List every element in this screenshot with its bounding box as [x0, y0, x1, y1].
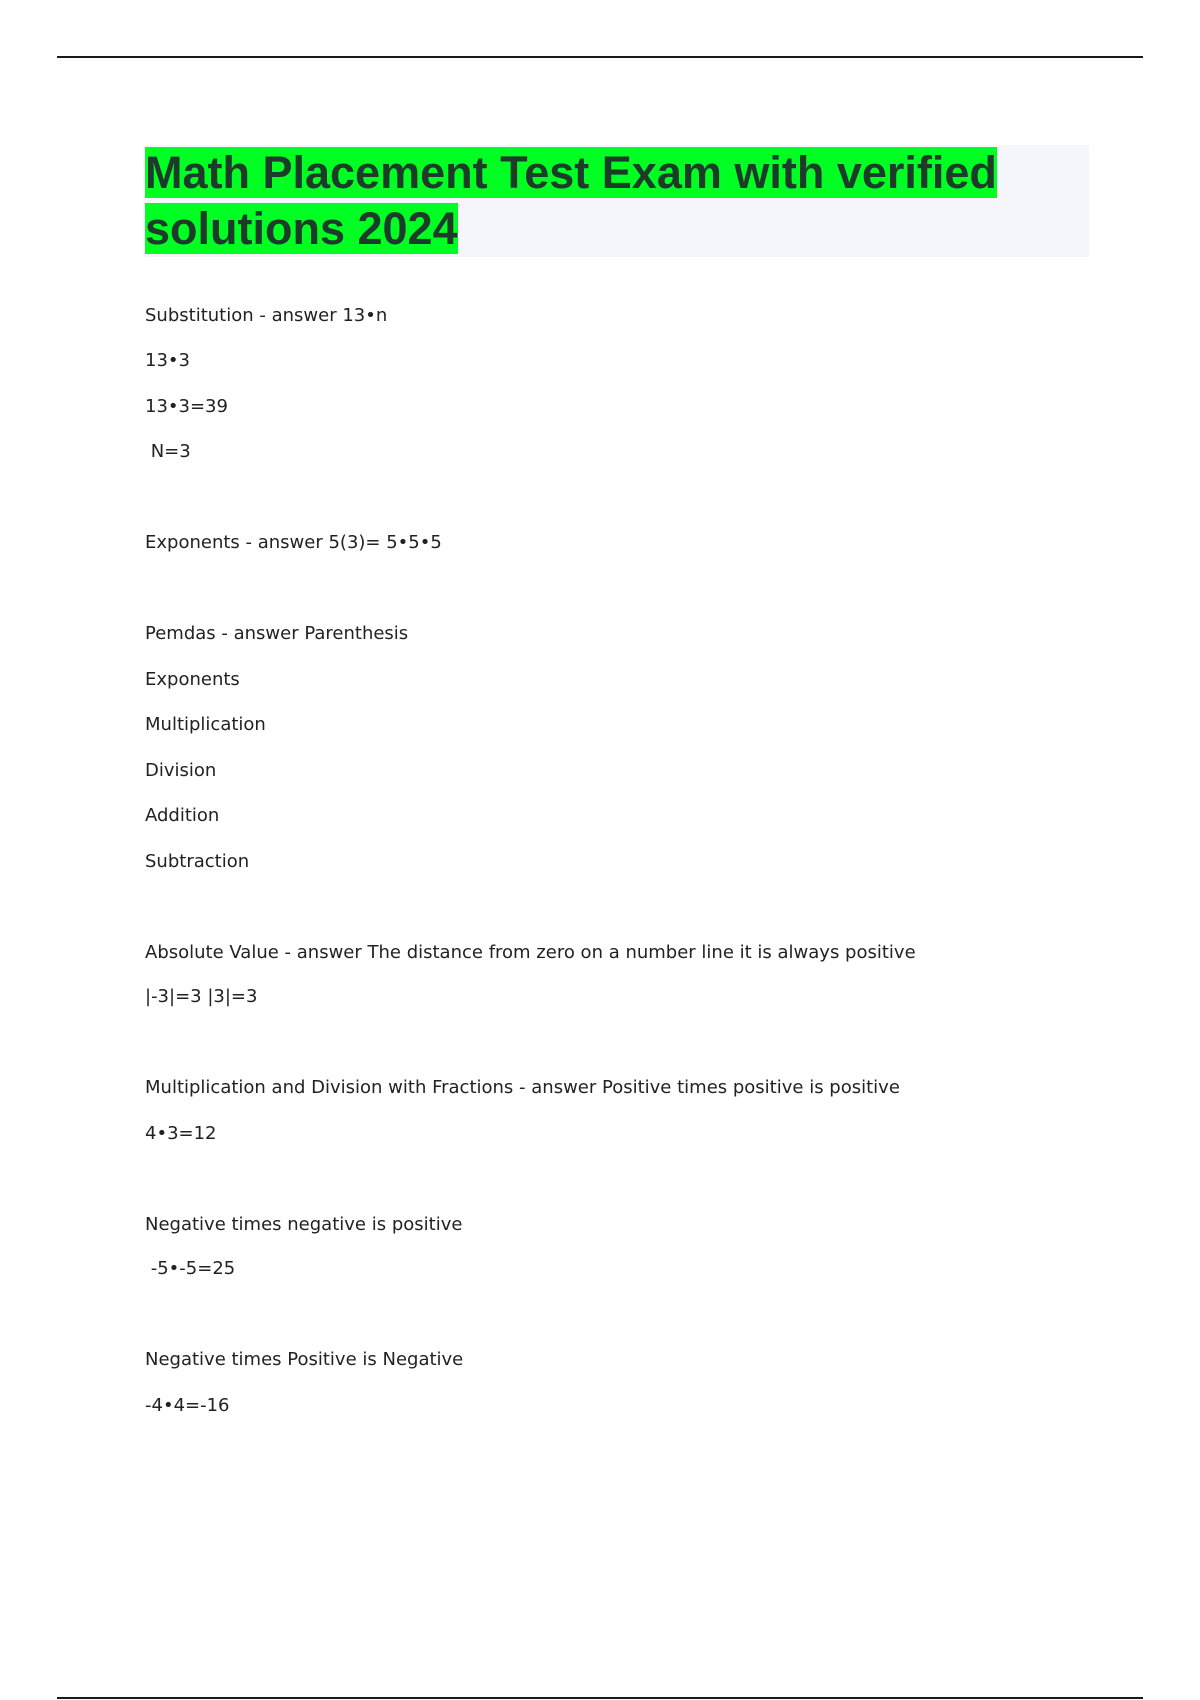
line-pemdas-subtraction: Subtraction	[145, 851, 250, 872]
document-title	[145, 145, 1089, 257]
line-pemdas-division: Division	[145, 760, 217, 781]
line-absolute-value-example: |-3|=3 |3|=3	[145, 986, 258, 1007]
line-negative-positive-example: -4•4=-16	[145, 1395, 230, 1416]
line-pemdas: Pemdas - answer Parenthesis	[145, 623, 409, 644]
line-mult-div-example: 4•3=12	[145, 1123, 217, 1144]
line-negative-positive: Negative times Positive is Negative	[145, 1349, 464, 1370]
line-negative-negative-example: -5•-5=25	[145, 1258, 236, 1279]
header-rule	[57, 56, 1143, 58]
line-pemdas-addition: Addition	[145, 805, 220, 826]
title-highlight: Math Placement Test Exam with verified solutions 2024	[145, 147, 997, 254]
line-mult-div-fractions: Multiplication and Division with Fractions - answer Positive times positive is positive	[145, 1077, 900, 1098]
line-substitution-step-3: N=3	[145, 441, 191, 462]
line-negative-negative: Negative times negative is positive	[145, 1214, 463, 1235]
line-substitution: Substitution - answer 13•n	[145, 305, 388, 326]
line-substitution-step-1: 13•3	[145, 350, 190, 371]
line-exponents: Exponents - answer 5(3)= 5•5•5	[145, 532, 442, 553]
line-pemdas-multiplication: Multiplication	[145, 714, 266, 735]
title-block	[145, 145, 1089, 257]
line-substitution-step-2: 13•3=39	[145, 396, 228, 417]
footer-rule	[57, 1697, 1143, 1699]
line-absolute-value: Absolute Value - answer The distance from zero on a number line it is always positive	[145, 942, 916, 963]
line-pemdas-exponents: Exponents	[145, 669, 240, 690]
